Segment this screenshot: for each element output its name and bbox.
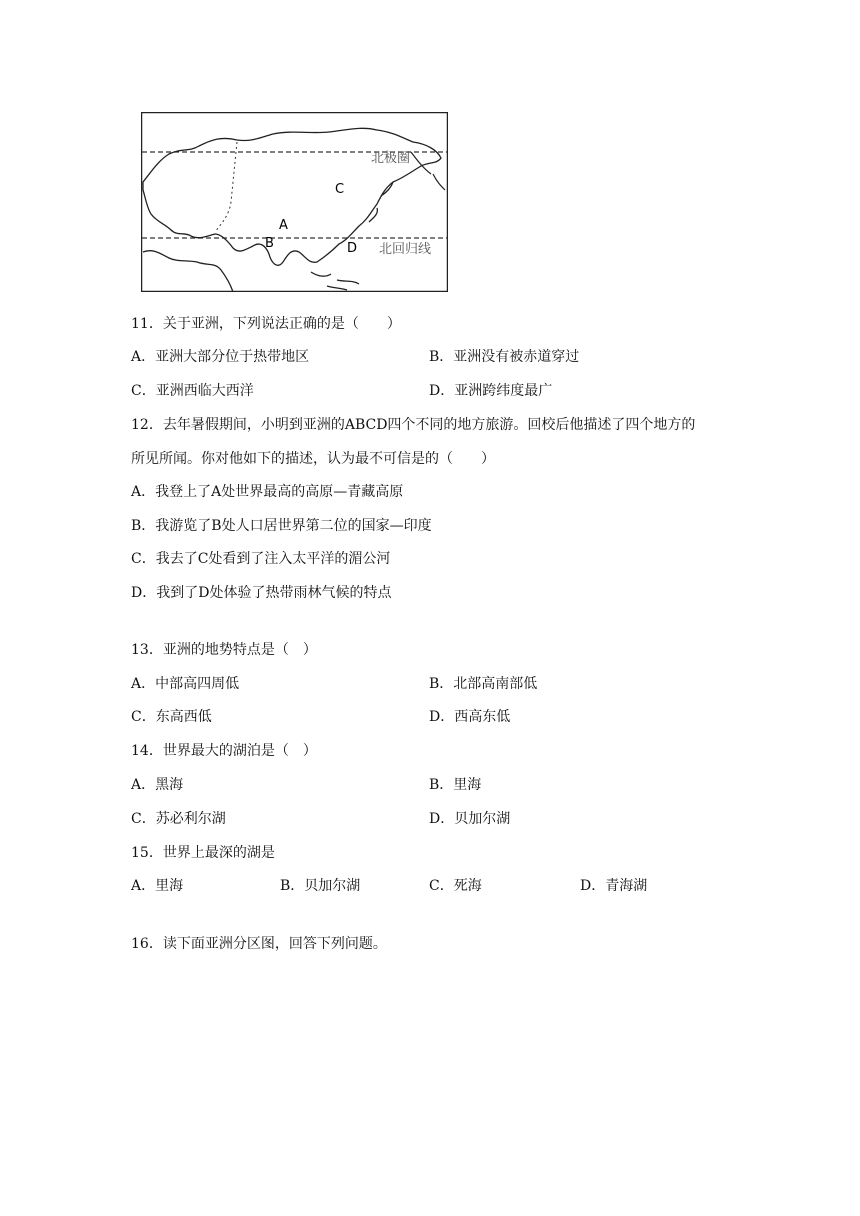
q15-option-d: D．青海湖 — [580, 878, 648, 894]
question-16 — [131, 934, 387, 954]
map-label-c: C — [335, 182, 345, 197]
q15-option-b: B．贝加尔湖 — [280, 878, 361, 894]
q14-option-a: A．黑海 — [131, 777, 184, 793]
tropic-label: 北回归线 — [379, 242, 432, 257]
question-text: 亚洲的地势特点是（ ） — [162, 642, 317, 658]
q13-option-a: A．中部高四周低 — [131, 676, 240, 692]
question-11 — [131, 314, 401, 334]
q14-option-d: D．贝加尔湖 — [429, 811, 511, 827]
question-number: 11． — [131, 316, 163, 332]
question-14 — [131, 741, 317, 761]
map-label-d: D — [347, 241, 358, 256]
question-12 — [131, 415, 695, 435]
question-number: 12． — [131, 417, 163, 433]
q12-option-d: D．我到了D处体验了热带雨林气候的特点 — [131, 585, 392, 601]
question-number: 15． — [131, 845, 163, 861]
q12-option-c: C．我去了C处看到了注入太平洋的湄公河 — [131, 551, 391, 567]
question-13 — [131, 640, 317, 660]
q12-option-a: A．我登上了A处世界最高的高原—青藏高原 — [131, 484, 404, 500]
q12-option-b: B．我游览了B处人口居世界第二位的国家—印度 — [131, 518, 432, 534]
q15-option-c: C．死海 — [429, 878, 482, 894]
q14-option-b: B．里海 — [429, 777, 482, 793]
q11-option-c: C．亚洲西临大西洋 — [131, 383, 254, 399]
q11-option-d: D．亚洲跨纬度最广 — [429, 383, 553, 399]
question-15 — [131, 843, 275, 863]
arctic-circle-label: 北极圈 — [371, 151, 411, 166]
q13-option-d: D．西高东低 — [429, 709, 511, 725]
question-text-line1: 去年暑假期间，小明到亚洲的ABCD四个不同的地方旅游。回校后他描述了四个地方的 — [162, 417, 696, 433]
asia-map — [141, 112, 448, 292]
q13-option-c: C．东高西低 — [131, 709, 212, 725]
asia-map-figure — [141, 112, 448, 292]
question-number: 14． — [131, 743, 163, 759]
question-text: 读下面亚洲分区图，回答下列问题。 — [162, 936, 387, 952]
question-number: 16． — [131, 936, 163, 952]
question-text: 世界上最深的湖是 — [162, 845, 275, 861]
q15-option-a: A．里海 — [131, 878, 184, 894]
question-text: 关于亚洲，下列说法正确的是（ ） — [162, 316, 401, 332]
map-label-a: A — [279, 218, 288, 233]
q11-option-b: B．亚洲没有被赤道穿过 — [429, 349, 580, 365]
q14-option-c: C．苏必利尔湖 — [131, 811, 226, 827]
map-label-b: B — [265, 236, 274, 251]
q13-option-b: B．北部高南部低 — [429, 676, 538, 692]
q11-option-a: A．亚洲大部分位于热带地区 — [131, 349, 310, 365]
question-text: 世界最大的湖泊是（ ） — [162, 743, 317, 759]
question-number: 13． — [131, 642, 163, 658]
question-12-line2: 所见所闻。你对他如下的描述，认为最不可信是的（ ） — [131, 451, 495, 467]
